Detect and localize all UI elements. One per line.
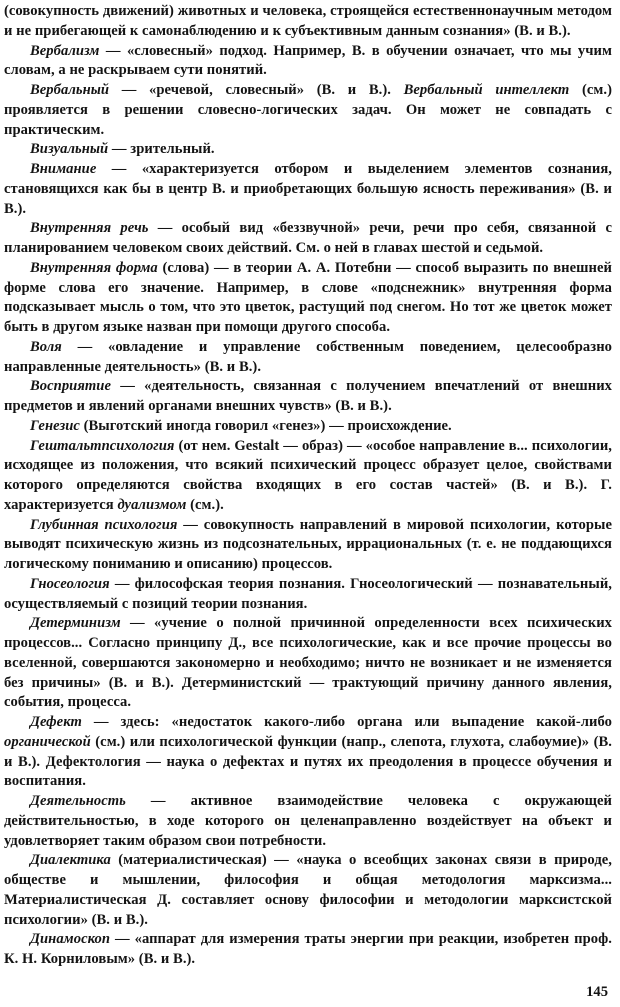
- entry-text: (от нем. Gestalt — образ) — «особое направление в... психологии, исходящее из положения, что всякий психический процесс образует целое, свойствами которого определяются свойства входящих в его состав частей» (В. и В.). Г. характеризуется: [4, 437, 612, 513]
- entry-verbal: [4, 81, 612, 140]
- entry-text: — особый вид «беззвучной» речи, речи про себя, связанной с планированием человеком своих действий. См. о ней в главах шестой и седьмой.: [4, 220, 612, 256]
- entry-text: — философская теория познания. Гносеологический — познавательный, осуществляемый с позиций теории познания.: [4, 575, 612, 612]
- term: Внутренняя форма: [30, 259, 158, 276]
- term: Внимание: [30, 161, 97, 177]
- term: Деятельность: [30, 793, 126, 809]
- entry-text: — «словесный» подход. Например, В. в обучении означает, что мы учим словам, а не раскрываем сути понятий.: [4, 42, 612, 79]
- term: Восприятие: [30, 378, 112, 395]
- entry-text: — «речевой, словесный» (В. и В.).: [109, 82, 404, 98]
- entry-text: (см.) проявляется в решении словесно-логических задач. Он может не совпадать с практическим.: [4, 82, 612, 138]
- term: Детерминизм: [30, 615, 121, 632]
- term: Динамоскоп: [30, 931, 111, 948]
- term: Воля: [30, 338, 62, 355]
- term: Гносеология: [30, 575, 110, 592]
- term: Дефект: [30, 714, 82, 730]
- cross-reference: дуализмом: [117, 496, 187, 513]
- entry-text: — «аппарат для измерения траты энергии при реакции, изобретен проф. К. Н. Корниловым» (В. и В.).: [4, 931, 612, 967]
- entry-defect: [4, 713, 612, 792]
- entry-dynamoscope: [4, 930, 612, 970]
- entry-gnoseology: [4, 575, 612, 615]
- term: Вербальный: [30, 82, 110, 98]
- entry-verbalism: [4, 42, 612, 82]
- term: Вербализм: [30, 42, 100, 59]
- entry-inner-speech: [4, 219, 612, 259]
- term: Глубинная психология: [30, 516, 178, 533]
- entry-attention: [4, 160, 612, 219]
- entry-text: — здесь: «недостаток какого-либо органа или выпадение какой-либо: [81, 714, 612, 730]
- entry-text: (Выготский иногда говорил «генез») — происхождение.: [79, 417, 452, 434]
- term-reference: Вербальный интеллект: [403, 82, 570, 98]
- entry-depth-psychology: [4, 516, 612, 575]
- entry-text: — «деятельность, связанная с получением впечатлений от внешних предметов и явлений органами внешних чувств» (В. и В.).: [4, 378, 612, 414]
- entry-inner-form: [4, 259, 612, 338]
- term: Гештальтпсихология: [30, 437, 175, 454]
- term: Генезис: [30, 417, 80, 434]
- entry-text: — «овладение и управление собственным поведением, целесообразно направленные деятельность» (В. и В.).: [4, 338, 612, 375]
- glossary-page: [4, 2, 612, 970]
- entry-text: — «учение о полной причинной определенности всех психических процессов... Согласно принципу Д., все психологические, как и все прочие процессы во вселенной, совершаются закономерно и необходимо; ничто не возникает и не изменяется без причины» (В. и В.). Детерминистский — трактующий причину данного явления, события, процесса.: [4, 615, 612, 711]
- entry-perception: [4, 377, 612, 417]
- term: Диалектика: [30, 852, 111, 869]
- entry-continuation: [4, 2, 612, 42]
- entry-text: — зрительный.: [108, 141, 215, 158]
- entry-will: [4, 338, 612, 378]
- entry-text: (см.) или психологической функции (напр., слепота, глухота, слабоумие)» (В. и В.). Дефектология — наука о дефектах и путях их преодоления в процессе обучения и воспитания.: [4, 733, 612, 790]
- entry-visual: [4, 140, 612, 160]
- entry-determinism: [4, 614, 612, 713]
- entry-genesis: [4, 417, 612, 437]
- entry-text: — «характеризуется отбором и выделением элементов сознания, становящихся как бы в центр В. и приобретающих большую ясность переживания» (В. и В.).: [4, 161, 612, 217]
- entry-text: (совокупность движений) животных и человека, строящейся естественнонаучным методом и не прибегающей к самонаблюдению и к субъективным данным сознания» (В. и В.).: [4, 3, 612, 39]
- entry-text: (см.).: [186, 496, 224, 513]
- page-number: 145: [586, 984, 608, 1000]
- entry-text: (материалистическая) — «наука о всеобщих законах связи в природе, обществе и мышлении, философия и общая методология марксизма... Материалистическая Д. составляет основу философии и методологии марксистской психологии» (В. и В.).: [4, 852, 612, 928]
- entry-gestalt: [4, 437, 612, 516]
- entry-text: — совокупность направлений в мировой психологии, которые выводят психическую жизнь из подсознательных, иррациональных (т. е. не поддающихся логическому пониманию и описанию) процессов.: [4, 516, 612, 572]
- term: Внутренняя речь: [30, 220, 149, 237]
- entry-text: — активное взаимодействие человека с окружающей действительностью, в ходе которого он целенаправленно воздействует на объект и удовлетворяет таким образом свои потребности.: [4, 793, 612, 849]
- entry-activity: [4, 792, 612, 851]
- cross-reference: органической: [4, 733, 91, 750]
- entry-text: (слова) — в теории А. А. Потебни — способ выразить по внешней форме слова его значение. Например, в слове «подснежник» внутренняя форма подсказывает мысль о том, что это цветок, растущий под снегом. Но тот же цветок может быть в другом языке назван при помощи другого способа.: [4, 259, 612, 335]
- term: Визуальный: [30, 141, 109, 158]
- entry-dialectics: [4, 851, 612, 930]
